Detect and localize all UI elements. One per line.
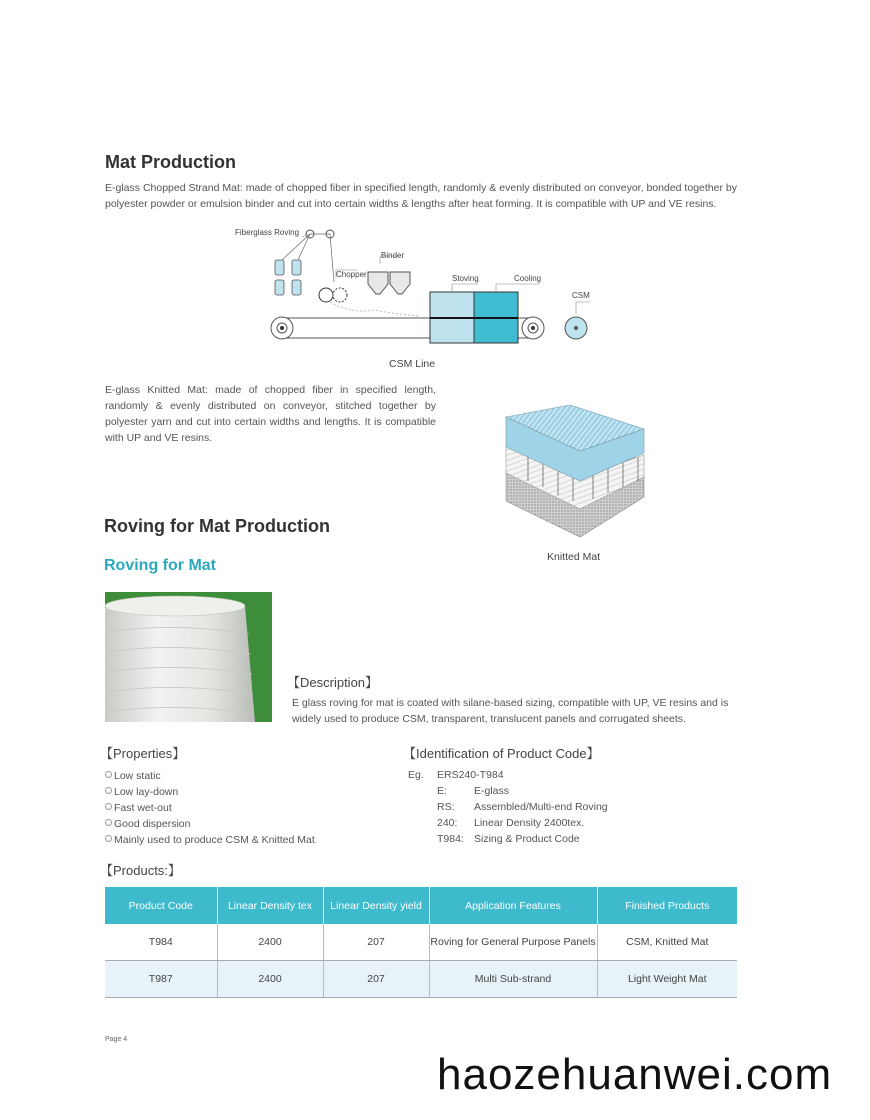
products-heading: 【Products:】 (100, 863, 181, 878)
table-cell: CSM, Knitted Mat (597, 924, 737, 961)
table-cell: Light Weight Mat (597, 961, 737, 998)
bullet-icon (105, 835, 112, 842)
products-table (105, 887, 737, 998)
example-value: ERS240-T984 (437, 769, 504, 781)
knitted-mat-description: E-glass Knitted Mat: made of chopped fiber in specified length, randomly & evenly distributed on conveyor, stitched together by polyester yarn and cut into certain widths and lengths. It is compatible with UP and VE resins. (105, 384, 436, 444)
identification-heading: 【Identification of Product Code】 (403, 746, 600, 761)
description-text: E glass roving for mat is coated with silane-based sizing, compatible with UP, VE resins and is widely used to produce CSM, transparent, translucent panels and corrugated sheets. (292, 697, 729, 725)
identification-codes (408, 767, 608, 847)
knitted-mat-illustration (498, 405, 658, 545)
bullet-icon (105, 787, 112, 794)
column-header: Product Code (105, 887, 217, 924)
code-row: RS: Assembled/Multi-end Roving (437, 801, 608, 813)
table-cell: 2400 (217, 924, 323, 961)
csm-description: E-glass Chopped Strand Mat: made of chopped fiber in specified length, randomly & evenly distributed on conveyor, bonded together by polyester powder or emulsion binder and cut into certain widths & lengths after heat forming. It is compatible with UP and VE resins. (105, 182, 737, 210)
table-cell: 207 (323, 961, 429, 998)
table-cell: T984 (105, 924, 217, 961)
list-item: Mainly used to produce CSM & Knitted Mat (105, 832, 315, 848)
code-row: 240: Linear Density 2400tex. (437, 817, 585, 829)
table-cell: 207 (323, 924, 429, 961)
bullet-icon (105, 771, 112, 778)
label-binder: Binder (381, 251, 405, 260)
properties-heading: 【Properties】 (100, 746, 186, 761)
column-header: Finished Products (597, 887, 737, 924)
label-stoving: Stoving (452, 274, 479, 283)
column-header: Linear Density tex (217, 887, 323, 924)
table-header-row (105, 887, 737, 924)
knitted-mat-caption: Knitted Mat (547, 551, 601, 563)
example-label: Eg. (408, 769, 424, 781)
list-item: Low static (105, 768, 315, 784)
table-cell: T987 (105, 961, 217, 998)
table-cell: 2400 (217, 961, 323, 998)
bullet-icon (105, 803, 112, 810)
code-row: T984: Sizing & Product Code (437, 833, 580, 845)
csm-line-diagram (230, 222, 610, 347)
list-item: Fast wet-out (105, 800, 315, 816)
table-row (105, 961, 737, 998)
list-item: Good dispersion (105, 816, 315, 832)
table-cell: Multi Sub-strand (429, 961, 597, 998)
page-number: Page 4 (105, 1036, 128, 1043)
csm-line-caption: CSM Line (389, 358, 436, 370)
label-fiberglass-roving: Fiberglass Roving (235, 228, 300, 237)
description-heading: 【Description】 (287, 675, 379, 690)
table-cell: Roving for General Purpose Panels (429, 924, 597, 961)
watermark-text: haozehuanwei.com (437, 1050, 833, 1099)
column-header: Linear Density yield (323, 887, 429, 924)
code-example-row (408, 767, 608, 783)
code-row: E: E-glass (437, 785, 510, 797)
roving-section-title: Roving for Mat Production (104, 516, 330, 536)
bullet-icon (105, 819, 112, 826)
label-csm: CSM (572, 291, 590, 300)
mat-production-title: Mat Production (105, 152, 236, 172)
list-item: Low lay-down (105, 784, 315, 800)
label-chopper: Chopper (336, 270, 367, 279)
roving-subtitle: Roving for Mat (104, 557, 216, 574)
properties-list (105, 768, 315, 848)
label-cooling: Cooling (514, 274, 542, 283)
roving-photo (105, 592, 272, 722)
column-header: Application Features (429, 887, 597, 924)
table-row (105, 924, 737, 961)
